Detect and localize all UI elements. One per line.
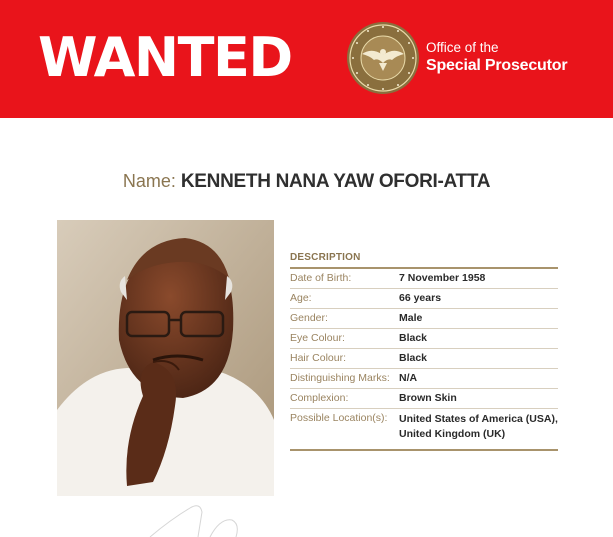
row-label: Age: bbox=[290, 292, 312, 304]
row-label: Hair Colour: bbox=[290, 352, 347, 364]
description-table bbox=[290, 251, 558, 451]
row-value: 7 November 1958 bbox=[399, 272, 486, 284]
row-label: Possible Location(s): bbox=[290, 412, 388, 424]
row-value: 66 years bbox=[399, 292, 442, 304]
subject-name: KENNETH NANA YAW OFORI-ATTA bbox=[180, 171, 491, 192]
eagle-seal-icon bbox=[346, 21, 420, 95]
table-row bbox=[290, 389, 558, 409]
office-line-1: Office of the bbox=[426, 40, 499, 55]
office-name bbox=[426, 40, 567, 76]
name-label: Name: bbox=[122, 171, 176, 191]
table-row bbox=[290, 309, 558, 329]
row-value bbox=[399, 412, 558, 442]
wanted-title: WANTED bbox=[38, 26, 292, 89]
header-banner bbox=[0, 0, 613, 118]
row-value: Black bbox=[399, 332, 428, 344]
table-row bbox=[290, 349, 558, 369]
decorative-lines bbox=[140, 500, 260, 537]
row-value: Black bbox=[399, 352, 428, 364]
table-row bbox=[290, 269, 558, 289]
portrait-photo bbox=[57, 220, 274, 496]
location-line-1: United States of America (USA), bbox=[399, 413, 558, 425]
row-value: Brown Skin bbox=[399, 392, 457, 404]
row-label: Date of Birth: bbox=[290, 272, 352, 284]
row-label: Eye Colour: bbox=[290, 332, 345, 344]
table-row bbox=[290, 369, 558, 389]
table-row bbox=[290, 289, 558, 309]
row-label: Distinguishing Marks: bbox=[290, 372, 390, 384]
row-label: Gender: bbox=[290, 312, 328, 324]
subject-name-row bbox=[0, 168, 613, 195]
table-row bbox=[290, 409, 558, 451]
table-row bbox=[290, 329, 558, 349]
description-heading: DESCRIPTION bbox=[290, 251, 558, 269]
location-line-2: United Kingdom (UK) bbox=[399, 428, 506, 440]
row-value: Male bbox=[399, 312, 423, 324]
row-label: Complexion: bbox=[290, 392, 349, 404]
row-value: N/A bbox=[399, 372, 418, 384]
office-line-2: Special Prosecutor bbox=[426, 57, 568, 74]
